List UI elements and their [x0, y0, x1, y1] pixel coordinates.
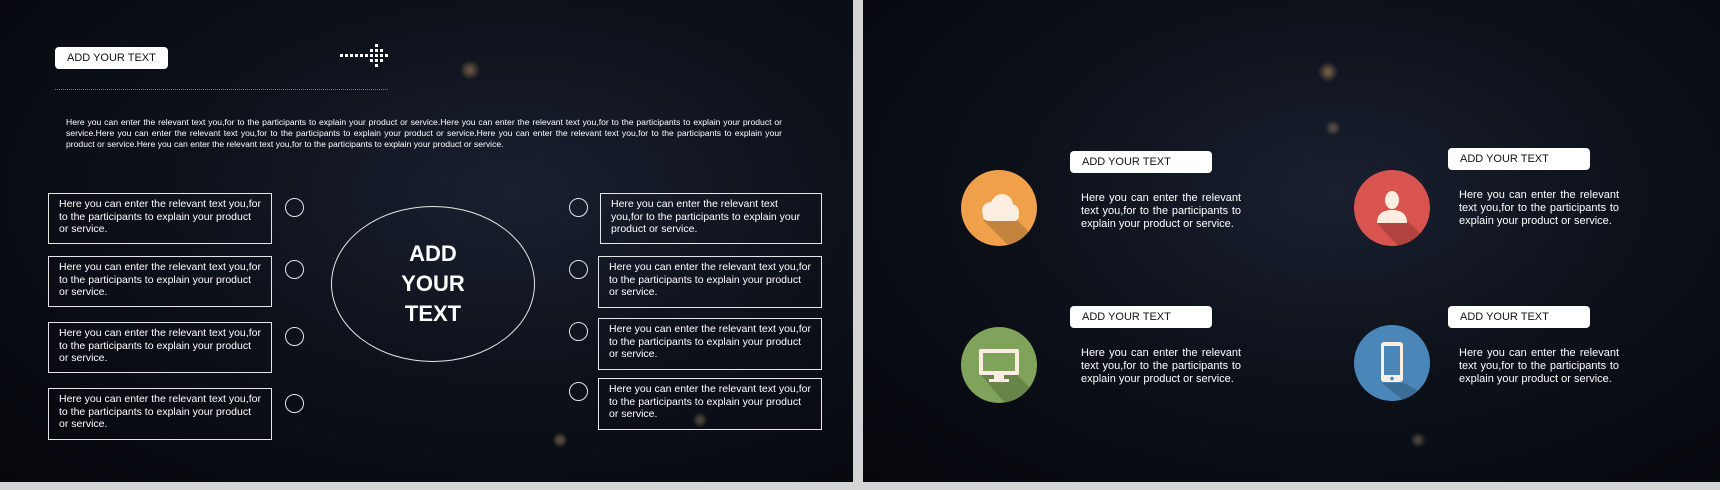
feature-title-2: ADD YOUR TEXT	[1448, 148, 1590, 170]
feature-title-1: ADD YOUR TEXT	[1070, 151, 1212, 173]
left-text-box-1: Here you can enter the relevant text you,for to the participants to explain your product or service.	[48, 193, 272, 244]
right-text-box-2: Here you can enter the relevant text you,for to the participants to explain your product or service.	[598, 256, 822, 308]
slide-right	[863, 0, 1720, 482]
feature-text-4: Here you can enter the relevant text you,for to the participants to explain your product or service.	[1459, 347, 1619, 385]
right-ring-3	[569, 322, 588, 341]
dotted-divider	[55, 89, 388, 90]
left-text-box-3: Here you can enter the relevant text you,for to the participants to explain your product or service.	[48, 322, 272, 373]
left-ring-1	[285, 198, 304, 217]
feature-text-1: Here you can enter the relevant text you,for to the participants to explain your product or service.	[1081, 192, 1241, 230]
monitor-icon	[961, 327, 1037, 403]
person-icon	[1354, 170, 1430, 246]
right-text-box-1: Here you can enter the relevant text you,for to the participants to explain your product or service.	[600, 193, 822, 244]
intro-paragraph: Here you can enter the relevant text you,for to the participants to explain your product or service.Here you can enter the relevant text you,for to the participants to explain your product or service.Here you can enter the relevant text you,for to the participants to explain your product or service.Here you can enter the relevant text you,for to the participants to explain your product or service.Here you can enter the relevant text you,for to the participants to explain your product or service.	[66, 117, 782, 149]
right-text-box-4: Here you can enter the relevant text you,for to the participants to explain your product or service.	[598, 378, 822, 430]
right-ring-4	[569, 382, 588, 401]
left-ring-4	[285, 394, 304, 413]
feature-text-3: Here you can enter the relevant text you,for to the participants to explain your product or service.	[1081, 347, 1241, 385]
dotted-arrow-icon	[340, 44, 390, 68]
tablet-icon	[1354, 325, 1430, 401]
right-text-box-3: Here you can enter the relevant text you,for to the participants to explain your product or service.	[598, 318, 822, 370]
right-ring-1	[569, 198, 588, 217]
right-ring-2	[569, 260, 588, 279]
left-ring-3	[285, 327, 304, 346]
feature-title-4: ADD YOUR TEXT	[1448, 306, 1590, 328]
left-text-box-4: Here you can enter the relevant text you,for to the participants to explain your product or service.	[48, 388, 272, 440]
cloud-icon	[961, 170, 1037, 246]
feature-text-2: Here you can enter the relevant text you,for to the participants to explain your product or service.	[1459, 189, 1619, 227]
center-title-circle: ADD YOUR TEXT	[331, 206, 535, 362]
left-ring-2	[285, 260, 304, 279]
feature-title-3: ADD YOUR TEXT	[1070, 306, 1212, 328]
header-pill: ADD YOUR TEXT	[55, 47, 168, 69]
slide-left	[0, 0, 853, 482]
left-text-box-2: Here you can enter the relevant text you,for to the participants to explain your product or service.	[48, 256, 272, 307]
